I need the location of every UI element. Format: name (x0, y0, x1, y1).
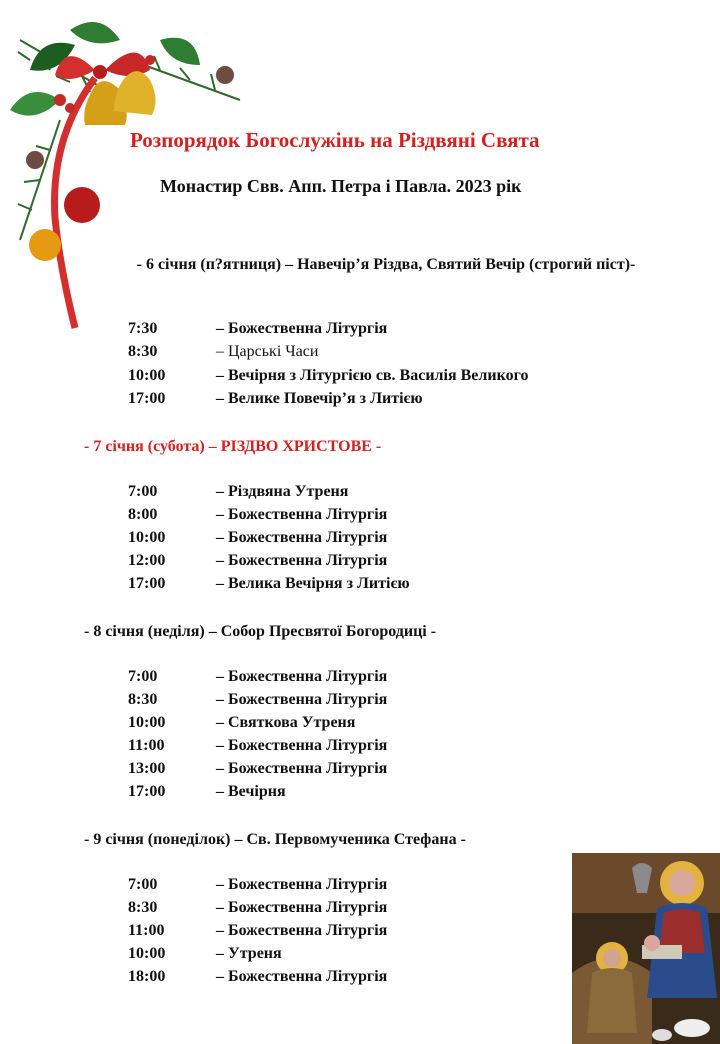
service-time: 8:30 (128, 343, 158, 360)
service-name: – Велика Вечірня з Литією (216, 575, 410, 592)
service-time: 7:00 (128, 668, 158, 685)
service-row (128, 783, 286, 806)
service-row (128, 714, 355, 737)
service-name: – Божественна Літургія (216, 506, 388, 523)
service-row (128, 668, 387, 691)
service-row (128, 367, 528, 390)
service-row (128, 945, 282, 968)
service-row (128, 876, 387, 899)
nativity-icon (572, 853, 720, 1044)
page-subtitle: Монастир Свв. Апп. Петра і Павла. 2023 рік (160, 176, 522, 196)
service-row (128, 390, 423, 413)
service-row (128, 737, 387, 760)
service-name: – Божественна Літургія (216, 737, 388, 754)
service-time: 7:30 (128, 320, 158, 337)
service-row (128, 968, 387, 991)
day-heading-6-jan: - 6 січня (п?ятниця) – Навечір’я Різдва, Святий Вечір (строгий піст)- (136, 256, 636, 273)
service-time: 11:00 (128, 737, 165, 754)
page-title: Розпорядок Богослужінь на Різдвяні Свята (130, 128, 540, 152)
service-time: 10:00 (128, 945, 166, 962)
service-time: 12:00 (128, 552, 166, 569)
service-time: 7:00 (128, 483, 158, 500)
service-row (128, 691, 387, 714)
service-name: – Велике Повечір’я з Литією (216, 390, 423, 407)
service-name: – Царські Часи (216, 343, 319, 360)
day-heading-9-jan: - 9 січня (понеділок) – Св. Первомученика Стефана - (84, 831, 466, 848)
service-time: 18:00 (128, 968, 166, 985)
service-time: 17:00 (128, 575, 166, 592)
service-time: 10:00 (128, 367, 166, 384)
service-row (128, 575, 410, 598)
service-row (128, 899, 387, 922)
service-name: – Божественна Літургія (216, 760, 388, 777)
service-row (128, 922, 387, 945)
service-row (128, 506, 387, 529)
service-name: – Божественна Літургія (216, 552, 388, 569)
day-heading-7-jan: - 7 січня (субота) – РІЗДВО ХРИСТОВЕ - (84, 438, 382, 455)
service-row (128, 343, 318, 366)
service-name: – Божественна Літургія (216, 691, 388, 708)
service-name: – Утреня (216, 945, 282, 962)
service-time: 7:00 (128, 876, 158, 893)
service-time: 11:00 (128, 922, 165, 939)
day-heading-8-jan: - 8 січня (неділя) – Собор Пресвятої Богородиці - (84, 623, 437, 640)
service-name: – Різдвяна Утреня (216, 483, 349, 500)
service-row (128, 320, 387, 343)
service-name: – Божественна Літургія (216, 529, 388, 546)
service-name: – Божественна Літургія (216, 668, 388, 685)
service-time: 13:00 (128, 760, 166, 777)
service-time: 10:00 (128, 714, 166, 731)
service-name: – Вечірня з Літургією св. Василія Великого (216, 367, 529, 384)
service-time: 17:00 (128, 390, 166, 407)
christmas-decoration-icon (0, 0, 260, 340)
service-time: 10:00 (128, 529, 166, 546)
service-row (128, 529, 387, 552)
service-time: 8:30 (128, 899, 158, 916)
service-row (128, 483, 348, 506)
service-name: – Божественна Літургія (216, 968, 388, 985)
service-row (128, 760, 387, 783)
service-name: – Божественна Літургія (216, 876, 388, 893)
service-row (128, 552, 387, 575)
service-name: – Божественна Літургія (216, 899, 388, 916)
service-name: – Божественна Літургія (216, 320, 388, 337)
service-name: – Вечірня (216, 783, 286, 800)
service-time: 8:00 (128, 506, 158, 523)
service-name: – Святкова Утреня (216, 714, 356, 731)
service-name: – Божественна Літургія (216, 922, 388, 939)
service-time: 17:00 (128, 783, 166, 800)
service-time: 8:30 (128, 691, 158, 708)
